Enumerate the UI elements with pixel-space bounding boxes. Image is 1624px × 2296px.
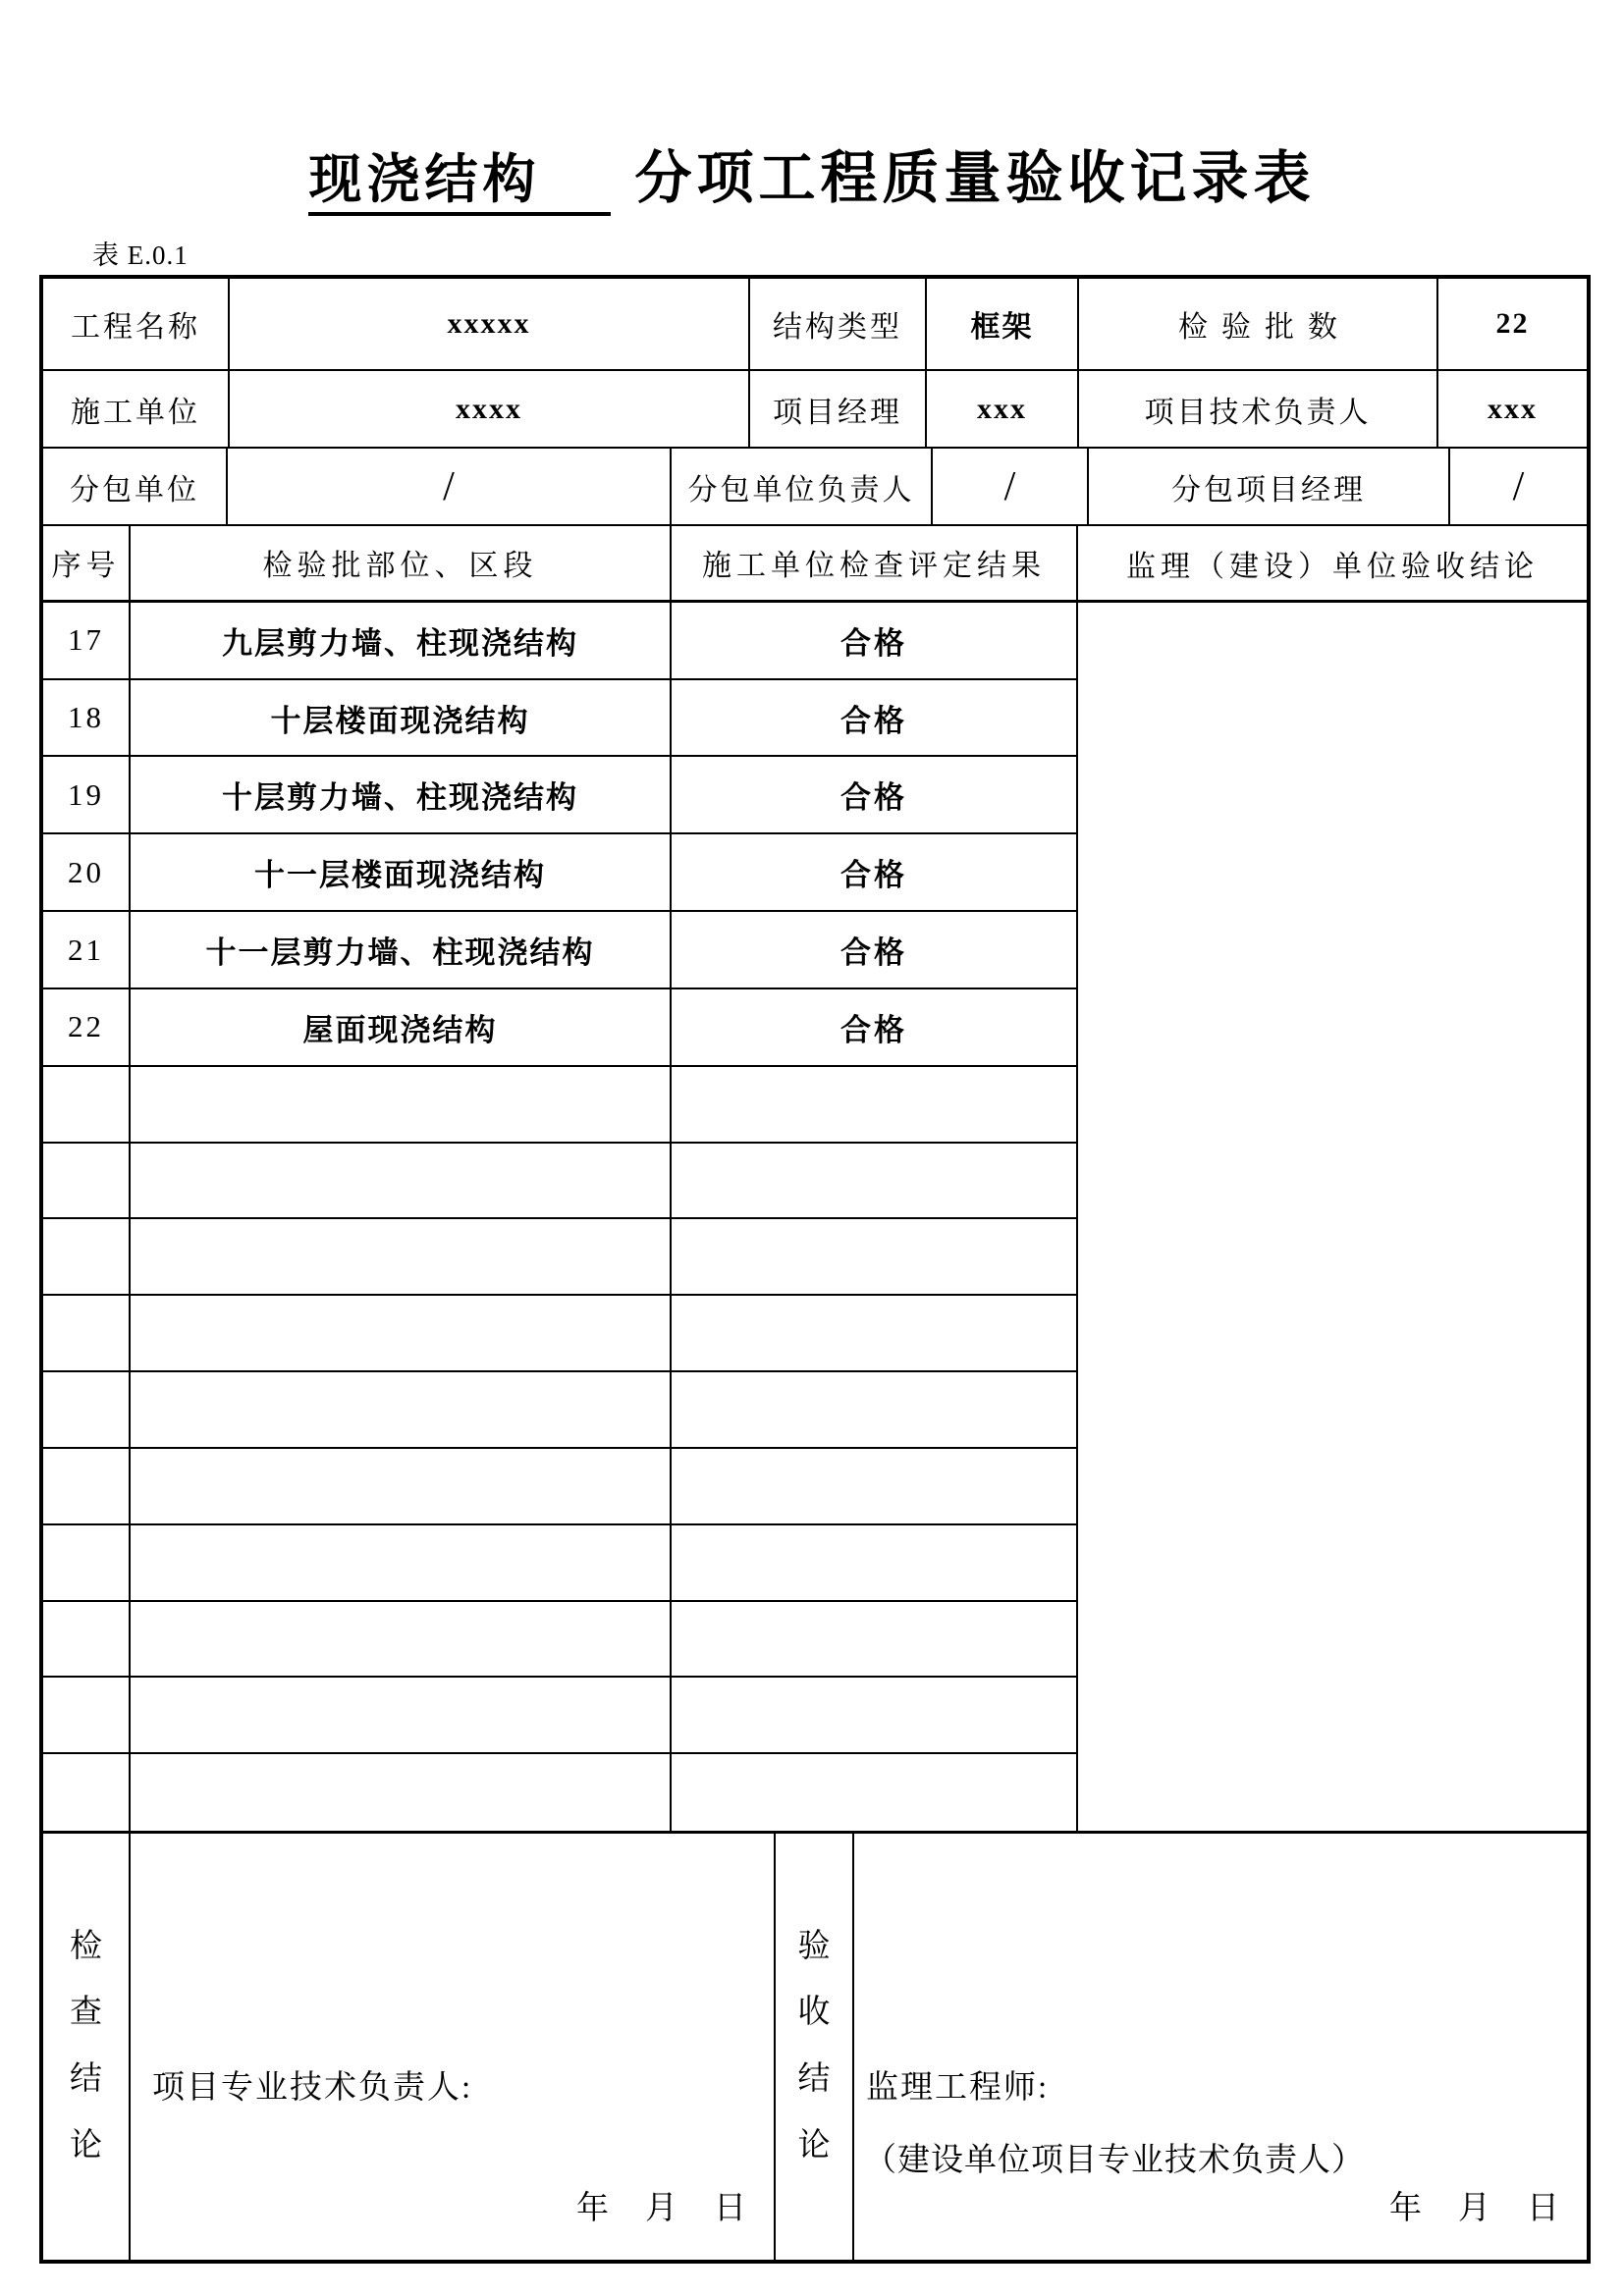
- check-signer-label: 项目专业技术负责人:: [152, 2070, 473, 2106]
- empty-result-cell: [672, 1525, 1076, 1600]
- table-row-empty: [43, 1144, 1076, 1220]
- inspection-grid: [43, 526, 1587, 1834]
- table-row: [43, 680, 1076, 758]
- row-location: 屋面现浇结构: [131, 989, 672, 1065]
- table-row: [43, 757, 1076, 834]
- contractor-value: xxxx: [230, 371, 750, 447]
- empty-location-cell: [131, 1449, 672, 1523]
- supervisor-conclusion-column: [1078, 526, 1587, 1831]
- info-row-subcontractor: [43, 449, 1587, 526]
- project-manager-label: 项目经理: [750, 371, 927, 447]
- empty-result-cell: [672, 1602, 1076, 1677]
- row-result: 合格: [840, 1012, 907, 1047]
- empty-seq-cell: [43, 1372, 131, 1447]
- empty-result-cell: [672, 1067, 1076, 1142]
- inspection-grid-left: [43, 526, 1078, 1831]
- header-contractor-result: 施工单位检查评定结果: [702, 550, 1046, 583]
- table-row-empty: [43, 1372, 1076, 1449]
- row-seq: 20: [43, 834, 131, 910]
- empty-location-cell: [131, 1219, 672, 1294]
- table-row-empty: [43, 1296, 1076, 1372]
- table-row-empty: [43, 1525, 1076, 1602]
- table-row-empty: [43, 1602, 1076, 1679]
- empty-result-cell: [672, 1144, 1076, 1218]
- table-row-empty: [43, 1449, 1076, 1525]
- empty-location-cell: [131, 1067, 672, 1142]
- project-manager-value: xxx: [927, 371, 1079, 447]
- accept-conclusion-cell: [776, 1834, 854, 2260]
- check-conclusion-label: 检查结论: [70, 1928, 102, 2163]
- accept-date-line: 年 月 日: [1389, 2191, 1561, 2226]
- empty-seq-cell: [43, 1525, 131, 1600]
- row-seq: 21: [43, 912, 131, 988]
- page-title-underlined: 现浇结构: [308, 147, 611, 216]
- empty-location-cell: [131, 1525, 672, 1600]
- row-result: 合格: [840, 858, 907, 893]
- acceptance-record-table: [39, 275, 1591, 2264]
- grid-header-row: [43, 526, 1076, 603]
- project-name-value: xxxxx: [230, 279, 750, 369]
- empty-seq-cell: [43, 1602, 131, 1677]
- empty-seq-cell: [43, 1296, 131, 1370]
- empty-result-cell: [672, 1449, 1076, 1523]
- row-location: 十层楼面现浇结构: [131, 680, 672, 756]
- tech-director-label: 项目技术负责人: [1079, 371, 1438, 447]
- row-location: 十层剪力墙、柱现浇结构: [131, 757, 672, 832]
- empty-seq-cell: [43, 1754, 131, 1831]
- row-seq: 18: [43, 680, 131, 756]
- header-supervisor-conclusion: 监理（建设）单位验收结论: [1078, 526, 1587, 603]
- supervisor-conclusion-cell: [1078, 603, 1587, 1831]
- empty-location-cell: [131, 1372, 672, 1447]
- signature-section: [43, 1834, 1587, 2260]
- check-signature-cell: [131, 1834, 776, 2260]
- empty-result-cell: [672, 1296, 1076, 1370]
- header-location: 检验批部位、区段: [131, 526, 672, 600]
- subcontractor-head-label: 分包单位负责人: [672, 449, 933, 524]
- empty-seq-cell: [43, 1449, 131, 1523]
- row-seq: 19: [43, 757, 131, 832]
- info-row-project: [43, 279, 1587, 371]
- empty-location-cell: [131, 1678, 672, 1752]
- accept-conclusion-label: 验收结论: [797, 1928, 831, 2163]
- empty-location-cell: [131, 1296, 672, 1370]
- header-seq: 序号: [43, 526, 131, 600]
- page-title: [0, 145, 1624, 216]
- empty-seq-cell: [43, 1144, 131, 1218]
- table-row: [43, 603, 1076, 680]
- check-conclusion-cell: [43, 1834, 131, 2260]
- row-location: 十一层剪力墙、柱现浇结构: [131, 912, 672, 988]
- empty-result-cell: [672, 1372, 1076, 1447]
- subcontractor-head-value: /: [933, 449, 1089, 524]
- table-row-empty: [43, 1219, 1076, 1296]
- contractor-label: 施工单位: [43, 371, 230, 447]
- table-row-empty: [43, 1754, 1076, 1831]
- accept-signature-cell: [854, 1834, 1587, 2260]
- row-location: 十一层楼面现浇结构: [131, 834, 672, 910]
- subcontractor-value: /: [228, 449, 672, 524]
- project-name-label: 工程名称: [43, 279, 230, 369]
- structure-type-value: 框架: [927, 279, 1079, 369]
- empty-location-cell: [131, 1144, 672, 1218]
- page-title-rest: 分项工程质量验收记录表: [634, 144, 1316, 211]
- empty-seq-cell: [43, 1219, 131, 1294]
- empty-seq-cell: [43, 1678, 131, 1752]
- table-row-empty: [43, 1067, 1076, 1144]
- table-row-empty: [43, 1678, 1076, 1754]
- form-code-label: 表 E.0.1: [92, 240, 189, 270]
- row-seq: 17: [43, 603, 131, 678]
- empty-location-cell: [131, 1754, 672, 1831]
- subcontractor-pm-value: /: [1512, 463, 1525, 509]
- empty-seq-cell: [43, 1067, 131, 1142]
- row-seq: 22: [43, 989, 131, 1065]
- row-location: 九层剪力墙、柱现浇结构: [131, 603, 672, 678]
- check-date-line: 年 月 日: [576, 2191, 748, 2226]
- accept-signer-label: 监理工程师:: [866, 2070, 1050, 2106]
- row-result: 合格: [840, 935, 907, 971]
- subcontractor-label: 分包单位: [43, 449, 228, 524]
- info-row-contractor: [43, 371, 1587, 449]
- batch-count-label: 检验批数: [1079, 279, 1438, 369]
- table-row: [43, 912, 1076, 989]
- row-result: 合格: [840, 703, 907, 738]
- empty-result-cell: [672, 1678, 1076, 1752]
- batch-count-value: 22: [1495, 307, 1530, 340]
- row-result: 合格: [840, 780, 907, 816]
- row-result: 合格: [840, 625, 907, 661]
- table-row: [43, 989, 1076, 1067]
- empty-result-cell: [672, 1219, 1076, 1294]
- empty-location-cell: [131, 1602, 672, 1677]
- structure-type-label: 结构类型: [750, 279, 927, 369]
- empty-result-cell: [672, 1754, 1076, 1831]
- accept-signer-note: （建设单位项目专业技术负责人）: [864, 2143, 1365, 2178]
- subcontractor-pm-label: 分包项目经理: [1089, 449, 1450, 524]
- table-row: [43, 834, 1076, 912]
- tech-director-value: xxx: [1488, 392, 1538, 425]
